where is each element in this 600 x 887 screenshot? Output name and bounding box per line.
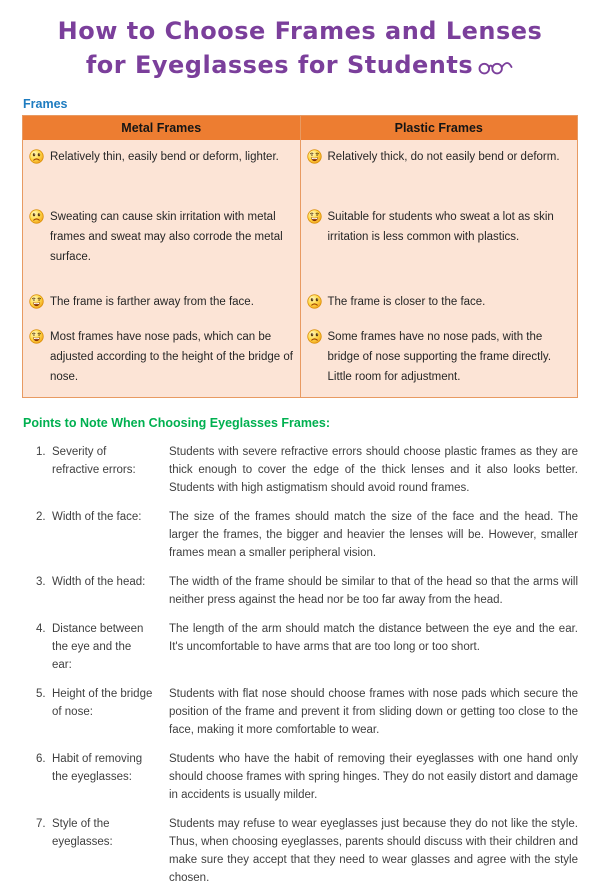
point-text: Students with flat nose should choose frames with nose pads which secure the position of the frame and prevent it from sliding down or getting too close to the face, making it more comfortable to wear.	[169, 688, 578, 736]
point-label: Height of the bridge of nose:	[52, 688, 153, 718]
point-item	[36, 620, 578, 674]
sad-face-icon	[29, 209, 44, 224]
metal-frames-header: Metal Frames	[23, 116, 301, 141]
sad-face-icon	[307, 294, 322, 309]
frames-table-body	[23, 140, 578, 398]
frames-cell-plastic	[300, 200, 578, 285]
point-text: Students may refuse to wear eyeglasses just because they do not like the style. Thus, when choosing eyeglasses, parents should discuss with their children and make sure they accept that they need to wear glasses and agree with the style chosen.	[169, 818, 578, 884]
frames-bullet	[307, 292, 572, 312]
frames-cell-plastic	[300, 140, 578, 200]
eyeglasses-icon	[477, 50, 514, 84]
frames-table-header-row	[23, 116, 578, 141]
point-label: Habit of removing the eyeglasses:	[52, 753, 143, 783]
point-number: 5.	[36, 688, 46, 700]
point-number: 2.	[36, 511, 46, 523]
frames-bullet-text: Sweating can cause skin irritation with metal frames and sweat may also corrode the metal surface.	[50, 211, 283, 263]
frames-bullet	[307, 147, 572, 167]
point-number: 3.	[36, 576, 46, 588]
point-label: Width of the head:	[52, 576, 146, 588]
frames-cell-metal	[23, 320, 301, 398]
point-text: The size of the frames should match the size of the face and the head. The larger the frames, the bigger and heavier the lenses will be. However, smaller frames mean a smaller peripheral vision.	[169, 511, 578, 559]
point-number: 4.	[36, 623, 46, 635]
frames-bullet-text: Suitable for students who sweat a lot as skin irritation is less common with plastics.	[327, 211, 554, 243]
frames-bullet	[29, 292, 294, 312]
point-text: Students who have the habit of removing their eyeglasses with one hand only should choose frames with spring hinges. They do not easily distort and damage in accidents is usually milder.	[169, 753, 578, 801]
point-number: 1.	[36, 446, 46, 458]
frames-bullet	[29, 207, 294, 267]
frames-section-heading: Frames	[23, 97, 68, 111]
frames-bullet-text: The frame is closer to the face.	[327, 296, 486, 308]
point-number: 7.	[36, 818, 46, 830]
points-section-heading: Points to Note When Choosing Eyeglasses Frames:	[23, 416, 331, 430]
frames-cell-metal	[23, 200, 301, 285]
frames-cell-metal	[23, 140, 301, 200]
frames-table-row	[23, 200, 578, 285]
grin-face-icon	[29, 329, 44, 344]
frames-bullet	[307, 327, 572, 387]
frames-table-row	[23, 285, 578, 320]
frames-cell-metal	[23, 285, 301, 320]
point-label: Severity of refractive errors:	[52, 446, 136, 476]
frames-cell-plastic	[300, 320, 578, 398]
point-item	[36, 443, 578, 497]
leaflet-page	[0, 14, 600, 887]
frames-bullet-text: The frame is farther away from the face.	[50, 296, 254, 308]
point-text: The length of the arm should match the distance between the eye and the ear. It's uncomfortable to have arms that are too long or too short.	[169, 623, 578, 653]
frames-bullet-text: Most frames have nose pads, which can be adjusted according to the height of the bridge of nose.	[50, 331, 293, 383]
point-item	[36, 685, 578, 739]
points-list	[36, 443, 578, 887]
point-number: 6.	[36, 753, 46, 765]
frames-bullet-text: Relatively thick, do not easily bend or deform.	[327, 151, 560, 163]
frames-table-row	[23, 140, 578, 200]
frames-bullet-text: Relatively thin, easily bend or deform, lighter.	[50, 151, 279, 163]
frames-bullet	[29, 147, 294, 167]
point-label: Style of the eyeglasses:	[52, 818, 113, 848]
point-label: Distance between the eye and the ear:	[52, 623, 144, 671]
point-item	[36, 573, 578, 609]
sad-face-icon	[29, 149, 44, 164]
sad-face-icon	[307, 329, 322, 344]
point-item	[36, 750, 578, 804]
point-item	[36, 815, 578, 887]
grin-face-icon	[307, 209, 322, 224]
point-text: Students with severe refractive errors should choose plastic frames as they are thick enough to cover the edge of the thick lenses and it also looks better. Students with high astigmatism should avoid round frames.	[169, 446, 578, 494]
frames-bullet	[307, 207, 572, 247]
frames-comparison-table	[22, 115, 578, 398]
frames-bullet-text: Some frames have no nose pads, with the bridge of nose supporting the frame directly. Little room for adjustment.	[327, 331, 552, 383]
frames-cell-plastic	[300, 285, 578, 320]
point-item	[36, 508, 578, 562]
page-title-line2: for Eyeglasses for Students	[22, 48, 578, 84]
point-label: Width of the face:	[52, 511, 142, 523]
page-title-line1: How to Choose Frames and Lenses	[57, 17, 543, 45]
frames-bullet	[29, 327, 294, 387]
plastic-frames-header: Plastic Frames	[300, 116, 578, 141]
grin-face-icon	[29, 294, 44, 309]
page-title	[22, 14, 578, 84]
frames-table-row	[23, 320, 578, 398]
grin-face-icon	[307, 149, 322, 164]
point-text: The width of the frame should be similar to that of the head so that the arms will neither press against the head nor be too far away from the head.	[169, 576, 578, 606]
